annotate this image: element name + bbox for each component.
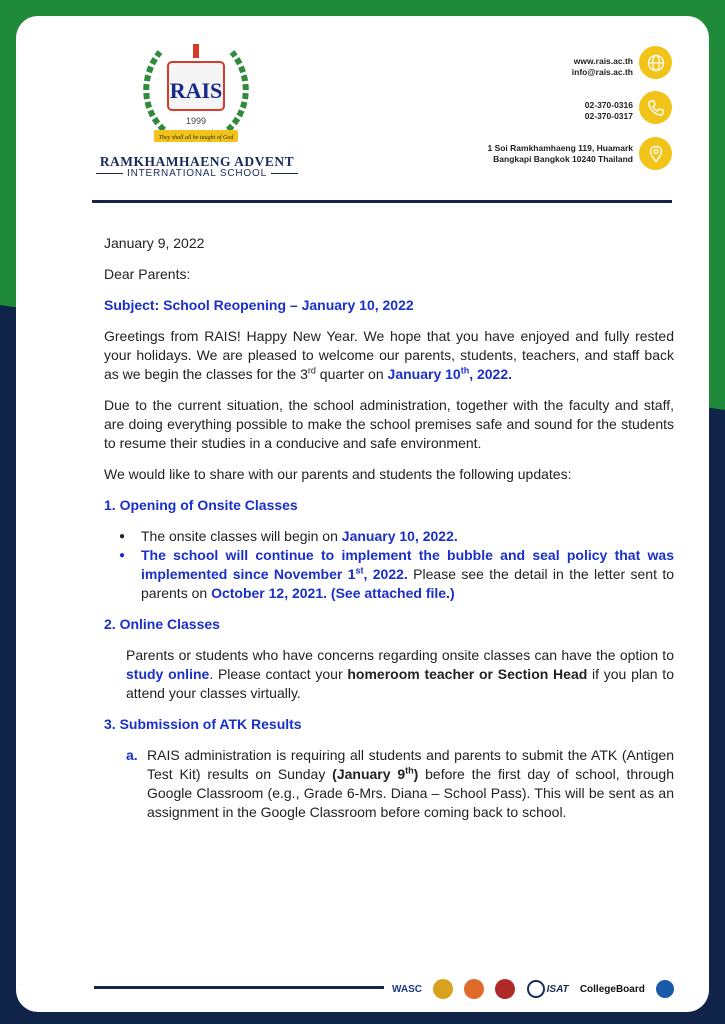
subtitle-rule-left (96, 173, 123, 174)
address-line-1: 1 Soi Ramkhamhaeng 119, Huamark (487, 143, 633, 153)
seal-red-icon (495, 979, 515, 999)
section-2-text: Parents or students who have concerns regarding onsite classes can have the option to study online. Please contact your homeroom teacher or Section Head if you plan to attend your classes virtually. (126, 647, 674, 701)
collegeboard-logo: CollegeBoard (579, 983, 645, 995)
footer-divider (94, 986, 384, 989)
logo-motto: They shall all be taught of God (158, 135, 234, 141)
paragraph-greeting: Greetings from RAIS! Happy New Year. We hope that you have enjoyed and fully rested your holidays. We are pleased to welcome our parents, students, teachers, and staff back as we begin the classes for the 3rd quarter on January 10th, 2022. (104, 328, 674, 382)
letter-body (104, 234, 674, 822)
school-logo (136, 38, 256, 150)
isat-logo: ISAT (527, 980, 569, 998)
section-2-title: 2. Online Classes (104, 616, 220, 632)
contact-phone (585, 100, 633, 122)
letter-subject: Subject: School Reopening – January 10, 2022 (104, 297, 414, 313)
school-subtitle: INTERNATIONAL SCHOOL (127, 168, 267, 179)
logo-year: 1999 (185, 116, 207, 126)
location-pin-icon (639, 137, 672, 170)
email-link[interactable]: info@rais.ac.th (571, 67, 633, 77)
paragraph-updates-intro: We would like to share with our parents and students the following updates: (104, 466, 572, 482)
bullet-bubble-policy: ● The school will continue to implement the bubble and seal policy that was implemented since November 1st, 2022. Please see the detail in the letter sent to parents on October 12, 2021. (See attached file.) (104, 546, 674, 603)
certification-badge-icon (656, 980, 674, 998)
section-1-title: 1. Opening of Onsite Classes (104, 497, 298, 513)
seal-orange-icon (464, 979, 484, 999)
header-divider (92, 200, 672, 203)
section-3-item-a: a. RAIS administration is requiring all students and parents to submit the ATK (Antigen Test Kit) results on Sunday (January 9th) before the first day of school, through Google Classroom (e.g., Grade 6-Mrs. Diana – School Pass). This will be sent as an assignment in the Google Classroom before coming back to school. (126, 747, 674, 820)
seal-gold-icon (433, 979, 453, 999)
section-1-bullets (104, 527, 674, 603)
wasc-logo: WASC (392, 983, 422, 995)
letter-salutation: Dear Parents: (104, 266, 191, 282)
contact-address (487, 143, 633, 165)
website-link[interactable]: www.rais.ac.th (573, 56, 633, 66)
phone-number-2[interactable]: 02-370-0317 (584, 111, 633, 121)
bullet-onsite-start: ● The onsite classes will begin on January 10, 2022. (104, 527, 674, 546)
letter-date: January 9, 2022 (104, 235, 205, 251)
logo-initials: RAIS (169, 78, 223, 103)
accreditation-logos (392, 977, 674, 1001)
paragraph-situation: Due to the current situation, the school administration, together with the faculty and staff, are doing everything possible to make the school premises safe and sound for the students to resume their studies in a conducive and safe environment. (104, 397, 674, 451)
phone-number-1[interactable]: 02-370-0316 (584, 100, 633, 110)
item-marker-a: a. (126, 747, 138, 763)
school-subtitle-row (96, 168, 298, 179)
subtitle-rule-right (271, 173, 298, 174)
section-3-title: 3. Submission of ATK Results (104, 716, 302, 732)
isat-seal-icon (527, 980, 545, 998)
letter-page (16, 16, 709, 1012)
school-name: RAMKHAMHAENG ADVENT (99, 154, 295, 169)
phone-icon (639, 91, 672, 124)
address-line-2: Bangkapi Bangkok 10240 Thailand (493, 154, 633, 164)
globe-icon (639, 46, 672, 79)
contact-web (572, 56, 633, 78)
